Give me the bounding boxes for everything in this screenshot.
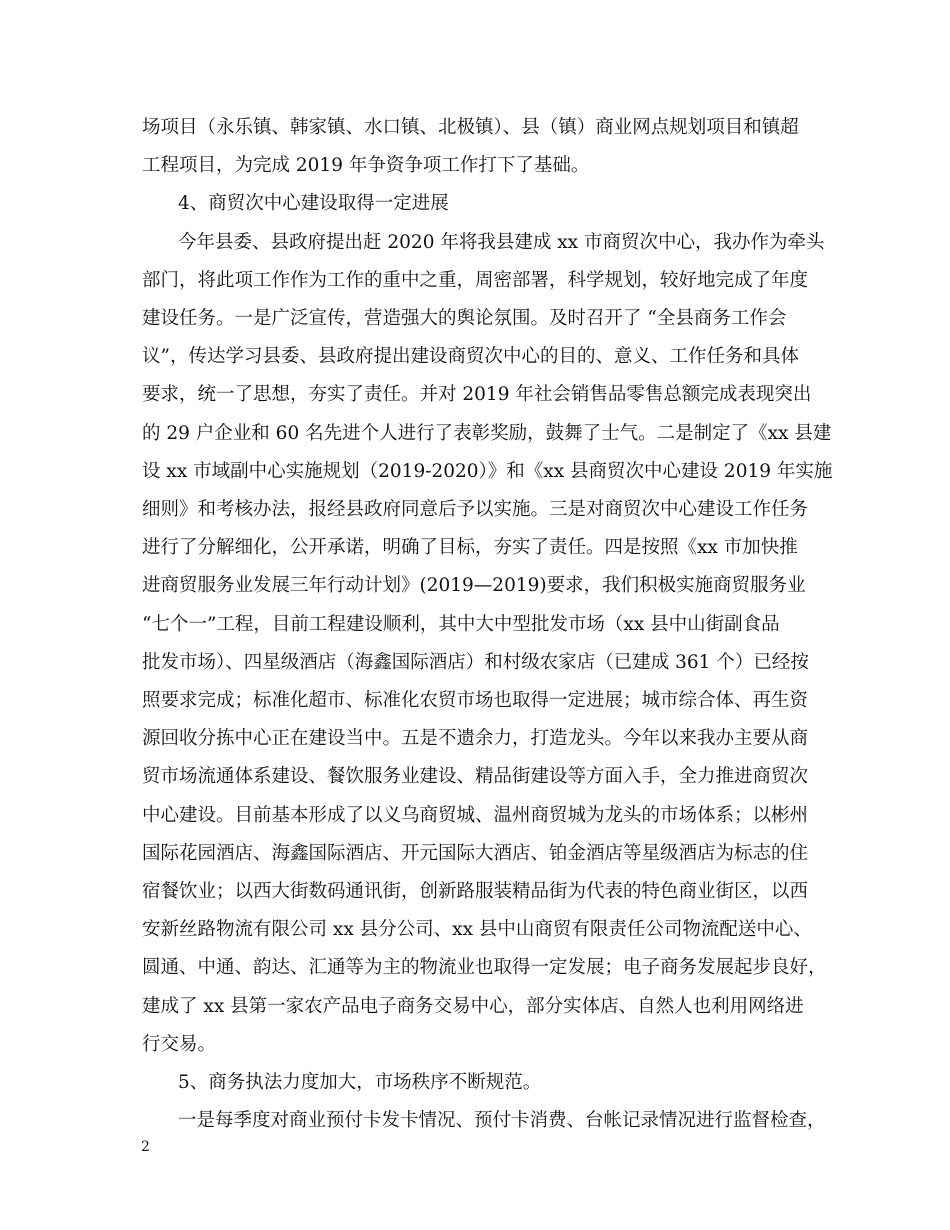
text-line: 设 xx 市域副中心实施规划（2019-2020）》和《xx 县商贸次中心建设 2019 年实施 [142, 460, 833, 482]
text-line: 批发市场）、四星级酒店（海鑫国际酒店）和村级农家店（已建成 361 个）已经按 [142, 651, 809, 673]
text-line: “七个一”工程，目前工程建设顺利，其中大中型批发市场（xx 县中山街副食品 [142, 613, 780, 635]
section-heading: 5、商务执法力度加大，市场秩序不断规范。 [178, 1072, 542, 1093]
text-line: 建成了 xx 县第一家农产品电子商务交易中心，部分实体店、自然人也利用网络进 [142, 995, 804, 1017]
text-line: 圆通、中通、韵达、汇通等为主的物流业也取得一定发展；电子商务发展起步良好， [142, 957, 827, 979]
text-line: 进行了分解细化，公开承诺，明确了目标，夯实了责任。四是按照《xx 市加快推 [142, 537, 798, 559]
text-line: 一是每季度对商业预付卡发卡情况、预付卡消费、台帐记录情况进行监督检查， [178, 1110, 826, 1132]
text-line: 议”，传达学习县委、县政府提出建设商贸次中心的目的、意义、工作任务和具体 [142, 346, 799, 368]
text-line: 部门，将此项工作作为工作的重中之重，周密部署，科学规划，较好地完成了年度 [142, 269, 809, 291]
text-line: 场项目（永乐镇、韩家镇、水口镇、北极镇）、县（镇）商业网点规划项目和镇超 [142, 117, 799, 138]
text-line: 源回收分拣中心正在建设当中。五是不遗余力，打造龙头。今年以来我办主要从商 [142, 728, 809, 750]
text-line: 要求，统一了思想，夯实了责任。并对 2019 年社会销售品零售总额完成表现突出 [142, 384, 812, 406]
text-line: 贸市场流通体系建设、餐饮服务业建设、精品街建设等方面入手，全力推进商贸次 [142, 766, 809, 788]
text-line: 中心建设。目前基本形成了以义乌商贸城、温州商贸城为龙头的市场体系；以彬州 [142, 804, 809, 826]
text-line: 今年县委、县政府提出赶 2020 年将我县建成 xx 市商贸次中心，我办作为牵头 [178, 231, 825, 253]
page-number: 2 [141, 1139, 150, 1155]
text-line: 宿餐饮业；以西大街数码通讯街，创新路服装精品街为代表的特色商业街区，以西 [142, 881, 809, 902]
text-line: 的 29 户企业和 60 名先进个人进行了表彰奖励，鼓舞了士气。二是制定了《xx 县建 [142, 422, 832, 444]
text-line: 细则》和考核办法，报经县政府同意后予以实施。三是对商贸次中心建设工作任务 [142, 499, 809, 520]
text-line: 安新丝路物流有限公司 xx 县分公司、xx 县中山商贸有限责任公司物流配送中心、 [142, 919, 812, 941]
text-line: 建设任务。一是广泛宣传，营造强大的舆论氛围。及时召开了 “全县商务工作会 [142, 308, 787, 329]
text-line: 进商贸服务业发展三年行动计划》(2019—2019)要求，我们积极实施商贸服务业 [142, 575, 806, 597]
text-line: 行交易。 [142, 1033, 217, 1055]
text-line: 照要求完成；标准化超市、标准化农贸市场也取得一定进展；城市综合体、再生资 [142, 690, 809, 711]
text-line: 国际花园酒店、海鑫国际酒店、开元国际大酒店、铂金酒店等星级酒店为标志的住 [142, 842, 809, 864]
text-line: 工程项目，为完成 2019 年争资争项工作打下了基础。 [142, 155, 590, 177]
section-heading: 4、商贸次中心建设取得一定进展 [178, 193, 449, 215]
